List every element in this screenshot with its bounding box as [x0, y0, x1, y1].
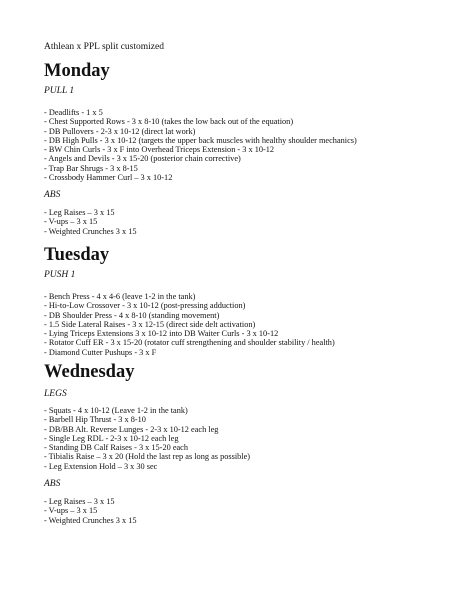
list-item: - DB/BB Alt. Reverse Lunges - 2-3 x 10-12 each leg [44, 424, 219, 434]
list-item: - V-ups – 3 x 15 [44, 217, 98, 227]
list-item: - Barbell Hip Thrust - 3 x 8-10 [44, 415, 146, 425]
list-item: - Leg Raises – 3 x 15 [44, 208, 115, 217]
list-item: - Single Leg RDL - 2-3 x 10-12 each leg [44, 433, 179, 443]
list-item: - Weighted Crunches 3 x 15 [44, 226, 137, 236]
day-heading-tuesday: Tuesday [44, 245, 110, 265]
section-label-abs: ABS [44, 479, 61, 489]
list-item: - V-ups – 3 x 15 [44, 506, 98, 516]
list-item: - Tibialis Raise – 3 x 20 (Hold the last rep as long as possible) [44, 452, 251, 462]
exercise-list-abs [44, 497, 137, 525]
section-label-legs: LEGS [44, 389, 67, 399]
exercise-list-push-1 [44, 292, 335, 357]
list-item: - Rotator Cuff ER - 3 x 15-20 (rotator cuff strengthening and shoulder stability / health) [44, 338, 335, 348]
section-label-abs: ABS [44, 190, 61, 200]
exercise-list-pull-1 [44, 108, 357, 182]
list-item: - DB High Pulls - 3 x 10-12 (targets the upper back muscles with healthy shoulder mechanics) [44, 135, 357, 145]
list-item: - Trap Bar Shrugs - 3 x 8-15 [44, 163, 138, 173]
list-item: - Weighted Crunches 3 x 15 [44, 515, 137, 525]
list-item: - Chest Supported Rows - 3 x 8-10 (takes the low back out of the equation) [44, 117, 294, 127]
section-label-push-1: PUSH 1 [44, 270, 76, 280]
list-item: - Crossbody Hammer Curl – 3 x 10-12 [44, 172, 173, 182]
list-item: - Standing DB Calf Raises - 3 x 15-20 each [44, 443, 189, 452]
list-item: - BW Chin Curls - 3 x F into Overhead Triceps Extension - 3 x 10-12 [44, 145, 275, 154]
day-heading-wednesday: Wednesday [44, 362, 135, 382]
list-item: - Leg Raises – 3 x 15 [44, 497, 115, 506]
list-item: - Lying Triceps Extensions 3 x 10-12 into DB Waiter Curls - 3 x 10-12 [44, 329, 279, 338]
list-item: - 1.5 Side Lateral Raises - 3 x 12-15 (direct side delt activation) [44, 319, 256, 329]
document-title: Athlean x PPL split customized [44, 42, 164, 52]
list-item: - Angels and Devils - 3 x 15-20 (posterior chain corrective) [44, 154, 241, 164]
day-heading-monday: Monday [44, 61, 110, 81]
list-item: - Leg Extension Hold – 3 x 30 sec [44, 461, 158, 471]
list-item: - Squats - 4 x 10-12 (Leave 1-2 in the tank) [44, 406, 188, 415]
section-label-pull-1: PULL 1 [44, 86, 75, 96]
list-item: - Bench Press - 4 x 4-6 (leave 1-2 in the tank) [44, 292, 196, 301]
list-item: - Hi-to-Low Crossover - 3 x 10-12 (post-pressing adduction) [44, 301, 246, 311]
list-item: - DB Shoulder Press - 4 x 8-10 (standing movement) [44, 310, 220, 320]
exercise-list-abs [44, 208, 137, 236]
exercise-list-legs [44, 406, 250, 471]
list-item: - Diamond Cutter Pushups - 3 x F [44, 347, 157, 357]
list-item: - Deadlifts - 1 x 5 [44, 108, 103, 117]
list-item: - DB Pullovers - 2-3 x 10-12 (direct lat work) [44, 126, 196, 136]
